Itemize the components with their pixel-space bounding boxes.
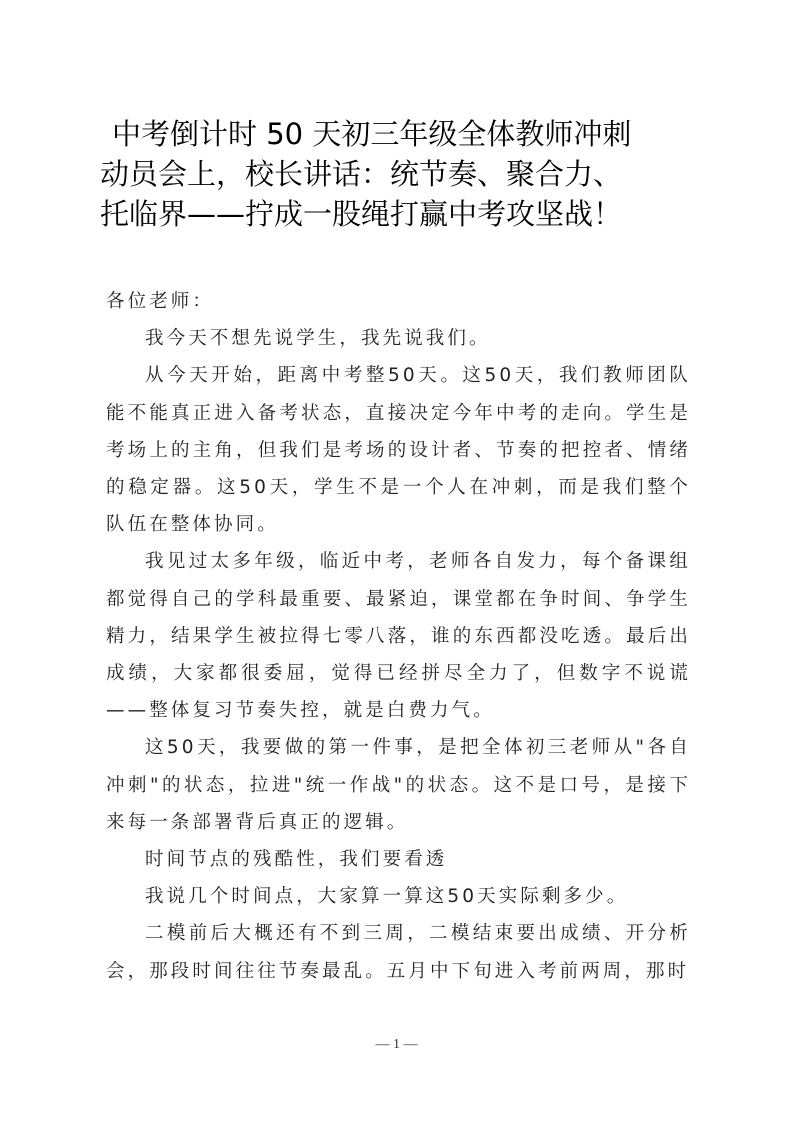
- title-line-1: 中考倒计时 50 天初三年级全体教师冲刺: [112, 117, 632, 151]
- page-number: — 1 —: [375, 1037, 418, 1052]
- title-line-2: 动员会上，校长讲话：统节奏、聚合力、: [100, 157, 623, 191]
- paragraph-4: 这50天，我要做的第一件事，是把全体初三老师从"各自冲刺"的状态，拉进"统一作战"的状态。这不是口号，是接下来每一条部署背后真正的逻辑。: [106, 737, 691, 833]
- paragraph-5: 我说几个时间点，大家算一算这50天实际剩多少。: [145, 886, 629, 908]
- document-body: [106, 283, 691, 990]
- paragraph-6: 二模前后大概还有不到三周，二模结束要出成绩、开分析会，那段时间往往节奏最乱。五月中下旬进入考前两周，那时: [106, 923, 691, 982]
- paragraph-1: 我今天不想先说学生，我先说我们。: [145, 328, 491, 350]
- section-heading: 时间节点的残酷性，我们要看透: [145, 849, 448, 871]
- paragraph-2: 从今天开始，距离中考整50天。这50天，我们教师团队能不能真正进入备考状态，直接决定今年中考的走向。学生是考场上的主角，但我们是考场的设计者、节奏的把控者、情绪的稳定器。这50天，学生不是一个人在冲刺，而是我们整个队伍在整体协同。: [106, 365, 691, 536]
- salutation: 各位老师：: [106, 291, 215, 312]
- document-title: [100, 114, 700, 234]
- paragraph-3: 我见过太多年级，临近中考，老师各自发力，每个备课组都觉得自己的学科最重要、最紧迫，课堂都在争时间、争学生精力，结果学生被拉得七零八落，谁的东西都没吃透。最后出成绩，大家都很委屈，觉得已经拼尽全力了，但数字不说谎——整体复习节奏失控，就是白费力气。: [106, 551, 691, 722]
- title-line-3: 托临界——拧成一股绳打赢中考攻坚战！: [100, 197, 623, 231]
